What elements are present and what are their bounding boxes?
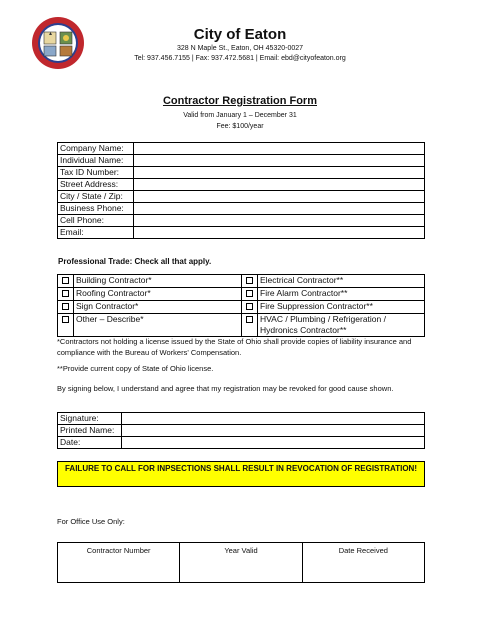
field-row [58, 179, 425, 191]
checkbox[interactable] [246, 290, 253, 297]
field-label: Business Phone: [58, 203, 134, 215]
trade-label: Fire Alarm Contractor** [258, 288, 425, 301]
trades-table [57, 274, 425, 337]
company-info-table [57, 142, 425, 239]
trade-label: Sign Contractor* [74, 301, 242, 314]
trade-row [58, 288, 425, 301]
field-label: Tax ID Number: [58, 167, 134, 179]
trade-row [58, 275, 425, 288]
checkbox[interactable] [62, 290, 69, 297]
checkbox[interactable] [62, 277, 69, 284]
city-address: 328 N Maple St., Eaton, OH 45320-0027 [176, 45, 304, 52]
trade-label: Other – Describe* [74, 314, 242, 337]
field-input[interactable] [134, 155, 425, 167]
field-input[interactable] [134, 179, 425, 191]
field-input[interactable] [134, 143, 425, 155]
letterhead [120, 26, 360, 64]
office-use-table [57, 542, 425, 583]
field-input[interactable] [122, 413, 425, 425]
trade-label: Electrical Contractor** [258, 275, 425, 288]
inspection-warning: FAILURE TO CALL FOR INPSECTIONS SHALL RESULT IN REVOCATION OF REGISTRATION! [57, 461, 425, 487]
field-row [58, 227, 425, 239]
field-label: Street Address: [58, 179, 134, 191]
checkbox[interactable] [62, 303, 69, 310]
trade-row [58, 314, 425, 337]
signature-table [57, 412, 425, 449]
city-contact: Tel: 937.456.7155 | Fax: 937.472.5681 | Email: ebd@cityofeaton.org [134, 55, 346, 62]
field-label: Date: [58, 437, 122, 449]
field-row [58, 215, 425, 227]
form-title: Contractor Registration Form [162, 95, 317, 107]
checkbox[interactable] [62, 316, 69, 323]
field-row [58, 143, 425, 155]
field-row [58, 191, 425, 203]
trade-label: Building Contractor* [74, 275, 242, 288]
office-column-year-valid: Year Valid [180, 543, 302, 583]
office-column-contractor-number: Contractor Number [58, 543, 180, 583]
field-label: Signature: [58, 413, 122, 425]
field-label: Cell Phone: [58, 215, 134, 227]
field-input[interactable] [134, 203, 425, 215]
fee: Fee: $100/year [216, 123, 264, 130]
field-row [58, 155, 425, 167]
checkbox[interactable] [246, 303, 253, 310]
field-label: Printed Name: [58, 425, 122, 437]
field-label: City / State / Zip: [58, 191, 134, 203]
valid-period: Valid from January 1 – December 31 [183, 112, 297, 119]
field-row [58, 437, 425, 449]
field-input[interactable] [134, 191, 425, 203]
field-input[interactable] [134, 215, 425, 227]
field-input[interactable] [134, 227, 425, 239]
field-input[interactable] [134, 167, 425, 179]
field-row [58, 413, 425, 425]
agreement-text: By signing below, I understand and agree that my registration may be revoked for good cause shown. [57, 384, 394, 393]
checkbox[interactable] [246, 316, 253, 323]
field-label: Individual Name: [58, 155, 134, 167]
field-row [58, 167, 425, 179]
field-label: Company Name: [58, 143, 134, 155]
office-column-date-received: Date Received [302, 543, 424, 583]
field-row [58, 203, 425, 215]
trade-label: Roofing Contractor* [74, 288, 242, 301]
city-name: City of Eaton [193, 26, 287, 43]
office-use-label: For Office Use Only: [57, 517, 125, 526]
city-seal-logo [31, 16, 85, 70]
office-row [58, 543, 425, 583]
field-row [58, 425, 425, 437]
trade-heading: Professional Trade: Check all that apply. [58, 257, 212, 266]
trade-label: Fire Suppression Contractor** [258, 301, 425, 314]
ohio-license-note: **Provide current copy of State of Ohio license. [57, 364, 214, 373]
field-input[interactable] [122, 425, 425, 437]
trade-label: HVAC / Plumbing / Refrigeration / Hydronics Contractor** [258, 314, 425, 337]
checkbox[interactable] [246, 277, 253, 284]
license-note: *Contractors not holding a license issued by the State of Ohio shall provide copies of liability insurance and compliance with the Bureau of Workers' Compensation. [57, 337, 412, 357]
field-label: Email: [58, 227, 134, 239]
field-input[interactable] [122, 437, 425, 449]
trade-row [58, 301, 425, 314]
